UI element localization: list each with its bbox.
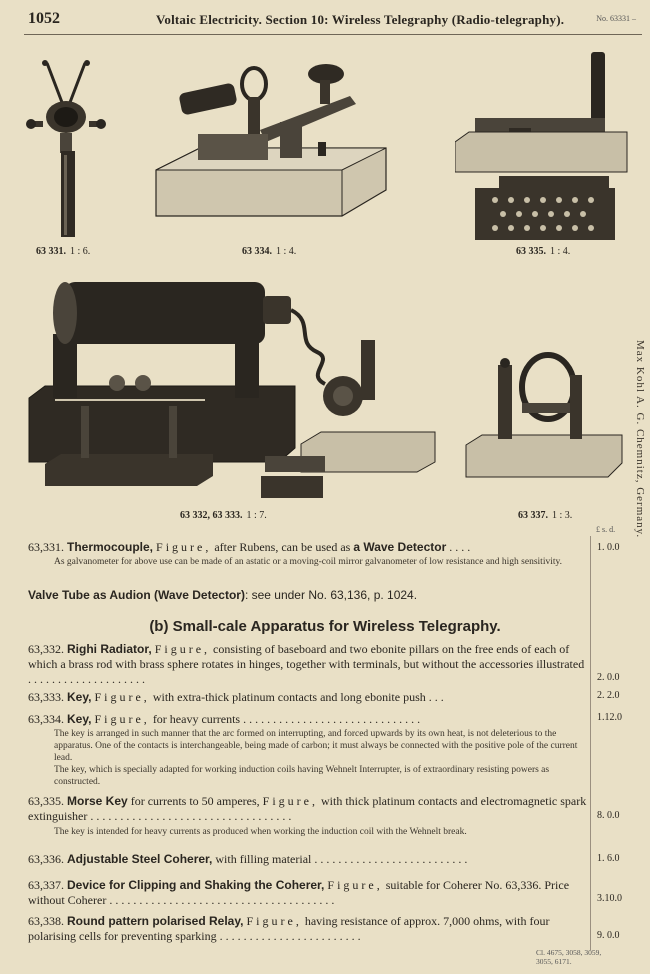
catalogue-entry-63334: 63,334. Key, Figure, for heavy currents . . . . . . . . . . . . . . . . . . . . . . . . . . . . . .	[28, 712, 421, 726]
header-rule	[24, 34, 642, 35]
entry-note: The key is intended for heavy currents as produced when working the induction coil with the Wehnelt break.	[54, 827, 467, 837]
running-title: Voltaic Electricity. Section 10: Wireless Telegraphy (Radio-telegraphy).	[156, 12, 565, 27]
figure-coherer-device-illustration	[462, 345, 627, 485]
price: 1.12.0	[597, 712, 622, 723]
price: 9. 0.0	[597, 930, 620, 941]
catalogue-number: No. 63331 –	[596, 14, 636, 23]
catalogue-entry-63335: 63,335. Morse Key for currents to 50 amperes, Figure, with thick platinum contacts and electromagnetic spark extinguisher . . . . . . . . . . . . . . . . . . . . . . . . . . . . . . . . . .	[28, 794, 587, 823]
catalogue-entry-63333: 63,333. Key, Figure, with extra-thick platinum contacts and long ebonite push . . .	[28, 690, 444, 704]
figure-caption: 63 337. 1 : 3.	[518, 510, 573, 521]
price: 1. 6.0	[597, 853, 620, 864]
page-number: 1052	[28, 10, 60, 27]
figure-caption: 63 334. 1 : 4.	[242, 246, 297, 257]
figure-thermocouple-illustration	[25, 55, 110, 240]
figure-key-heavy-currents-illustration	[150, 52, 390, 220]
price-column-rule	[590, 536, 591, 950]
page-header	[28, 10, 640, 32]
catalogue-entry-63331: 63,331. Thermocouple, Figure, after Rubens, can be used as a Wave Detector . . . .	[28, 540, 471, 554]
footer-classification: Cl. 4675, 3058, 3059, 3055, 6171.	[536, 948, 602, 966]
figure-caption: 63 331. 1 : 6.	[36, 246, 91, 257]
price: 3.10.0	[597, 893, 622, 904]
figure-caption: 63 332, 63 333. 1 : 7.	[180, 510, 267, 521]
entry-note: The key is arranged in such manner that the arc formed on interrupting, and forced upwards by its own heat, is not deleterious to the apparatus. One of the contacts is interchangeable, being made of carbon; it must always be connected with the positive pole of the current lead.	[54, 729, 578, 763]
catalogue-entry-63336: 63,336. Adjustable Steel Coherer, with filling material . . . . . . . . . . . . . . . . . . . . . . . . . .	[28, 852, 468, 866]
section-title: (b) Small-cale Apparatus for Wireless Telegraphy.	[149, 618, 501, 635]
entry-note: As galvanometer for above use can be made of an astatic or a moving-coil mirror galvanometer of low resistance and high sensitivity.	[54, 557, 562, 567]
figure-morse-key-illustration	[455, 48, 633, 244]
entry-note: The key, which is specially adapted for working induction coils having Wehnelt Interrupter, is of extraordinary resisting powers as constructed.	[54, 765, 550, 787]
price: 2. 2.0	[597, 690, 620, 701]
price: 1. 0.0	[597, 542, 620, 553]
catalogue-entry-63338: 63,338. Round pattern polarised Relay, Figure, having resistance of approx. 7,000 ohms, with four polarising cells for preventing sparking . . . . . . . . . . . . . . . . . . . . . . . .	[28, 914, 550, 943]
price: 2. 0.0	[597, 672, 620, 683]
catalogue-entry-63332: 63,332. Righi Radiator, Figure, consisting of baseboard and two ebonite pillars on the free ends of each of which a brass rod with brass sphere rotates in hinges, together with terminals, but without the accessories illustrated . . . . . . . . . . . . . . . . . . . .	[28, 642, 585, 686]
side-imprint: Max Kohl A. G. Chemnitz, Germany.	[634, 340, 646, 539]
price: 8. 0.0	[597, 810, 620, 821]
price-column-header: £ s. d.	[596, 525, 616, 534]
valve-tube-reference: Valve Tube as Audion (Wave Detector): see under No. 63,136, p. 1024.	[28, 588, 418, 602]
figure-righi-radiator-illustration	[25, 262, 455, 504]
catalogue-entry-63337: 63,337. Device for Clipping and Shaking the Coherer, Figure, suitable for Coherer No. 63,336. Price without Coherer . . . . . . . . . . . . . . . . . . . . . . . . . . . . . . . . . . . . . .	[28, 878, 570, 907]
figure-caption: 63 335. 1 : 4.	[516, 246, 571, 257]
